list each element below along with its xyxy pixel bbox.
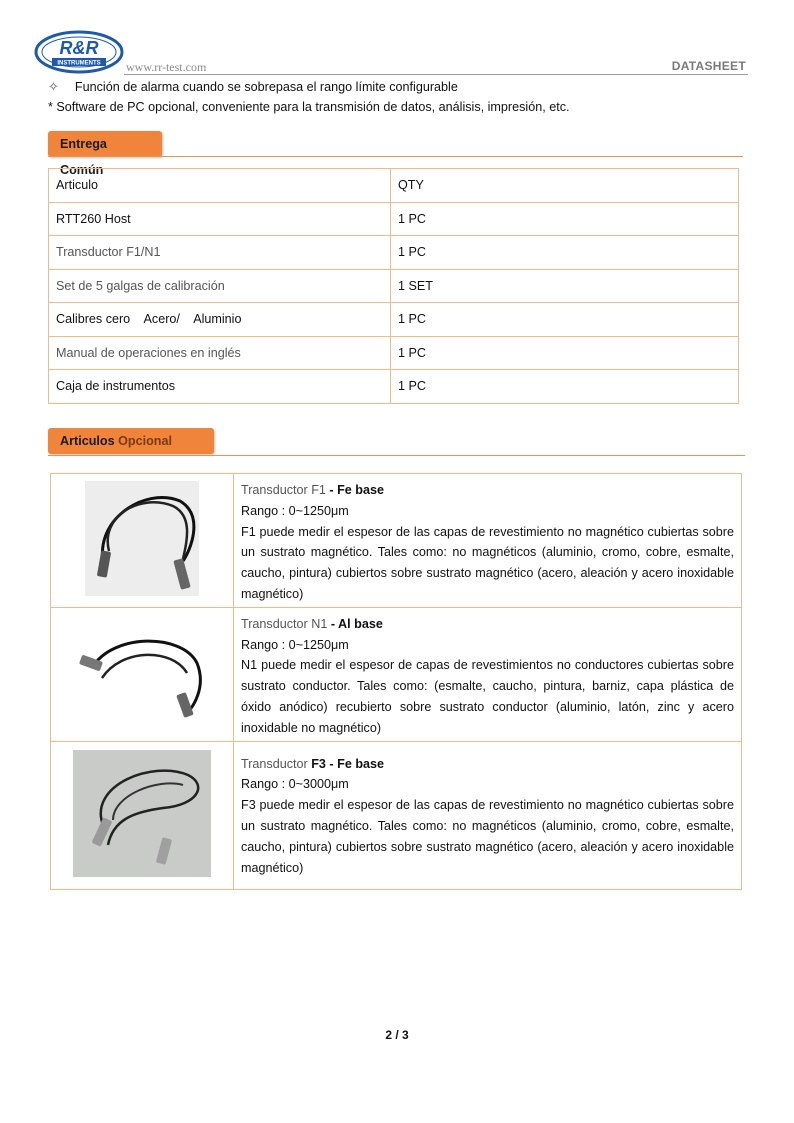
page-number: 2 / 3 [385, 1028, 409, 1042]
probe-range: Rango : 0~1250μm [241, 637, 349, 652]
optional-section-rule [48, 455, 745, 456]
alarm-feature-line [48, 78, 458, 96]
optional-item-row [51, 741, 742, 889]
logo-text: R&R [59, 38, 99, 58]
probe-image-cell [51, 607, 234, 741]
item-cell: Calibres cero Acero/ Aluminio [49, 303, 391, 337]
header-cell-qty: QTY [391, 169, 739, 203]
probe-description: F3 puede medir el espesor de las capas de revestimiento no magnético cubiertas sobre un sustrato magnético. Tales como: no magnéticos (aluminio, cromo, cobre, esmalte, caucho, pintura) cubiertos sobre sustrato magnético (acero, aleación y acero inoxidable magnético) [241, 798, 734, 875]
probe-model: F3 [311, 756, 326, 771]
probe-name: Transductor [241, 756, 312, 771]
doc-type-label: DATASHEET [671, 59, 746, 73]
f3-probe-photo [73, 750, 211, 877]
table-row [49, 370, 739, 404]
company-logo [34, 30, 124, 74]
probe-description-cell [234, 607, 742, 741]
qty-cell: 1 PC [391, 303, 739, 337]
probe-range: Rango : 0~1250μm [241, 503, 349, 518]
n1-probe-photo [72, 623, 212, 723]
probe-base: - Al base [327, 616, 383, 631]
f1-probe-photo [85, 481, 199, 596]
optional-item-row [51, 474, 742, 608]
header-divider [124, 74, 748, 75]
item-cell: Transductor F1/N1 [49, 236, 391, 270]
probe-image-cell [51, 741, 234, 889]
table-row [49, 336, 739, 370]
standard-delivery-title: Entrega Común [48, 131, 162, 157]
probe-base: - Fe base [325, 756, 385, 771]
qty-cell: 1 PC [391, 236, 739, 270]
qty-cell: 1 PC [391, 370, 739, 404]
software-line: * Software de PC opcional, conveniente para la transmisión de datos, análisis, impresión, etc. [48, 100, 570, 114]
standard-delivery-table [48, 168, 739, 404]
item-cell: RTT260 Host [49, 202, 391, 236]
table-row [49, 236, 739, 270]
qty-cell: 1 PC [391, 336, 739, 370]
probe-description: F1 puede medir el espesor de las capas de revestimiento no magnético cubiertas sobre un sustrato magnético. Tales como: no magnéticos (aluminio, cromo, cobre, esmalte, caucho, pintura) cubiertos sobre sustrato magnético (acero, aleación y acero inoxidable magnético) [241, 524, 734, 601]
website-url[interactable]: www.rr-test.com [126, 60, 207, 74]
alarm-feature-text: Función de alarma cuando se sobrepasa el rango límite configurable [74, 80, 458, 94]
header-cell-item: Articulo [49, 169, 391, 203]
table-row [49, 202, 739, 236]
qty-cell: 1 PC [391, 202, 739, 236]
item-cell: Caja de instrumentos [49, 370, 391, 404]
probe-name: Transductor F1 [241, 483, 326, 497]
optional-items-table [50, 473, 742, 890]
item-cell: Set de 5 galgas de calibración [49, 269, 391, 303]
qty-cell: 1 SET [391, 269, 739, 303]
table-header-row [49, 169, 739, 203]
table-row [49, 303, 739, 337]
logo-subtext: INSTRUMENTS [57, 60, 101, 67]
probe-description-cell [234, 474, 742, 608]
probe-image-cell [51, 474, 234, 608]
standard-section-rule [48, 156, 743, 157]
table-row [49, 269, 739, 303]
probe-base: - Fe base [325, 483, 385, 497]
probe-description-cell [234, 741, 742, 889]
probe-description: N1 puede medir el espesor de capas de revestimientos no conductores cubiertas sobre sustrato conductor. Tales como: (esmalte, caucho, pintura, barniz, capa plástica de óxido anódico) recubierto sobre sustrato conductor (aluminio, latón, zinc y acero inoxidable no magnético) [241, 658, 734, 735]
probe-range: Rango : 0~3000μm [241, 777, 349, 792]
optional-item-row [51, 607, 742, 741]
item-cell: Manual de operaciones en inglés [49, 336, 391, 370]
optional-items-title: Articulos Opcional [48, 428, 214, 454]
star-bullet-icon: ✧ [48, 79, 59, 94]
probe-name: Transductor N1 [241, 616, 328, 631]
